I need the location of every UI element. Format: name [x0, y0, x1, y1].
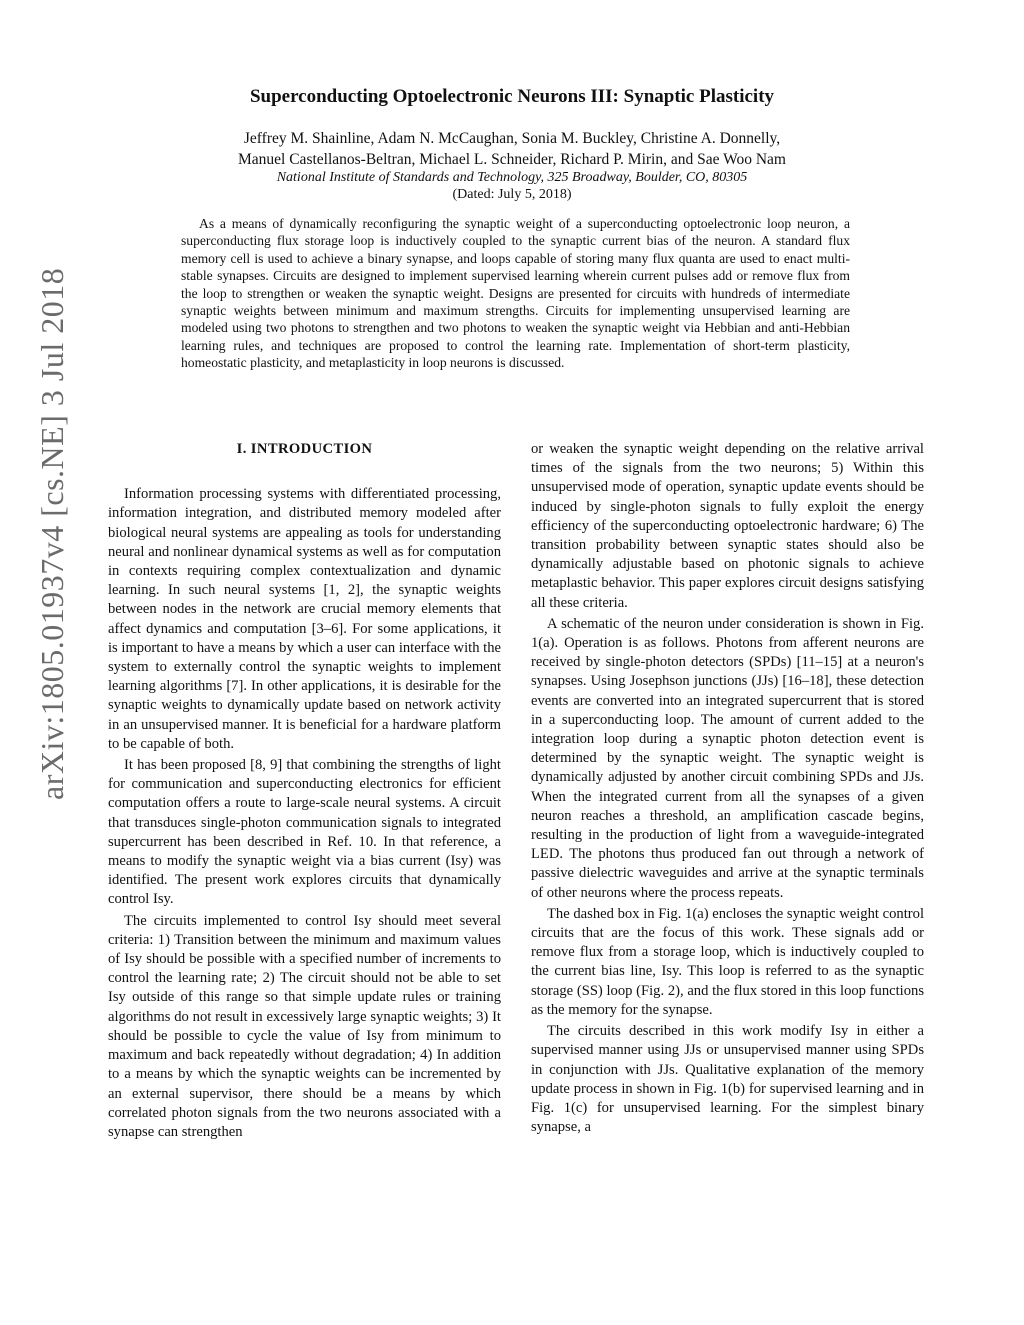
paragraph: The circuits described in this work modify Isy in either a supervised manner using JJs or unsupervised manner using SPDs in conjunction with JJs. Qualitative explanation of the memory update process in shown in Fig. 1(b) for supervised learning and in Fig. 1(c) for unsupervised learning. For the simplest binary synapse, a	[531, 1023, 924, 1136]
date-line: (Dated: July 5, 2018)	[452, 187, 572, 202]
author-line-2: Manuel Castellanos-Beltran, Michael L. Schneider, Richard P. Mirin, and Sae Woo Nam	[238, 151, 786, 168]
affiliation: National Institute of Standards and Technology, 325 Broadway, Boulder, CO, 80305	[276, 170, 748, 185]
paragraph: The circuits implemented to control Isy should meet several criteria: 1) Transition between the minimum and maximum values of Isy should be possible with a specified number of increments to control the learning rate; 2) The circuit should not be able to set Isy outside of this range so that simple update rules or training algorithms do not result in excessively large synaptic weights; 3) It should be possible to cycle the value of Isy from minimum to maximum and back repeatedly without degradation; 4) In addition to a means by which the synaptic weights can be incremented by an external supervisor, there should be a means by which correlated photon signals from the two neurons associated with a synapse can strengthen	[108, 912, 501, 1140]
abstract: As a means of dynamically reconfiguring the synaptic weight of a superconducting optoelectronic loop neuron, a superconducting flux storage loop is inductively coupled to the synaptic current bias of the neuron. A standard flux memory cell is used to achieve a binary synapse, and loops capable of storing many flux quanta are used to enact multi-stable synapses. Circuits are designed to implement supervised learning wherein current pulses add or remove flux from the loop to strengthen or weaken the synaptic weight. Designs are presented for circuits with hundreds of intermediate synaptic weights between minimum and maximum strengths. Circuits for implementing unsupervised learning are modeled using two photons to strengthen and two photons to weaken the synaptic weight via Hebbian and anti-Hebbian learning rules, and techniques are proposed to control the learning rate. Implementation of short-term plasticity, homeostatic plasticity, and metaplasticity in loop neurons is discussed.	[181, 216, 850, 371]
left-column	[108, 440, 501, 1144]
paragraph: A schematic of the neuron under consideration is shown in Fig. 1(a). Operation is as follows. Photons from afferent neurons are received by single-photon detectors (SPDs) [11–15] at a neuron's synapses. Using Josephson junctions (JJs) [16–18], these detection events are converted into an integrated supercurrent that is stored in a superconducting loop. The amount of current added to the integration loop during a synaptic photon detection event is determined by the synaptic weight. The synaptic weight is dynamically adjusted by another circuit combining SPDs and JJs. When the integrated current from all the synapses of a given neuron reaches a threshold, an amplification cascade begins, resulting in the production of light from a waveguide-integrated LED. The photons thus produced fan out through a network of passive dielectric waveguides and arrive at the synaptic terminals of other neurons where the process repeats.	[531, 615, 924, 901]
paragraph: Information processing systems with differentiated processing, information integration, and distributed memory modeled after biological neural systems are appealing as tools for understanding neural and nonlinear dynamical systems as well as for computation in contexts requiring complex contextualization and dynamic learning. In such neural systems [1, 2], the synaptic weights between nodes in the network are crucial memory elements that affect dynamics and computation [3–6]. For some applications, it is important to have a means by which a user can interface with the system to externally control the synaptic weights to implement learning algorithms [7]. In other applications, it is desirable for the synaptic weights to dynamically update based on network activity in an unsupervised manner. It is beneficial for a hardware platform to be capable of both.	[108, 486, 501, 752]
section-heading-introduction: I. INTRODUCTION	[236, 441, 373, 457]
arxiv-identifier-stamp: arXiv:1805.01937v4 [cs.NE] 3 Jul 2018	[34, 267, 70, 800]
author-line-1: Jeffrey M. Shainline, Adam N. McCaughan, Sonia M. Buckley, Christine A. Donnelly,	[243, 130, 781, 147]
paragraph: The dashed box in Fig. 1(a) encloses the synaptic weight control circuits that are the focus of this work. These signals add or remove flux from a storage loop, which is inductively coupled to the current bias line, Isy. This loop is referred to as the synaptic storage (SS) loop (Fig. 2), and the flux stored in this loop functions as the memory for the synapse.	[531, 905, 924, 1018]
author-list	[140, 128, 884, 170]
paper-title: Superconducting Optoelectronic Neurons III: Synaptic Plasticity	[249, 86, 775, 107]
paragraph: It has been proposed [8, 9] that combining the strengths of light for communication and superconducting electronics for efficient computation offers a route to large-scale neural systems. A circuit that transduces single-photon communication signals to integrated supercurrent has been described in Ref. 10. In that reference, a means to modify the synaptic weight via a bias current (Isy) was identified. The present work explores circuits that dynamically control Isy.	[108, 757, 501, 908]
right-column	[531, 440, 924, 1139]
paragraph: or weaken the synaptic weight depending on the relative arrival times of the signals from the two neurons; 5) Within this unsupervised mode of operation, synaptic update events should be induced by single-photon signals to fully exploit the energy efficiency of the superconducting optoelectronic hardware; 6) The transition probability between synaptic states should also be dynamically adjustable based on photonic signals to achieve metaplastic behavior. This paper explores circuit designs satisfying all these criteria.	[531, 441, 924, 611]
